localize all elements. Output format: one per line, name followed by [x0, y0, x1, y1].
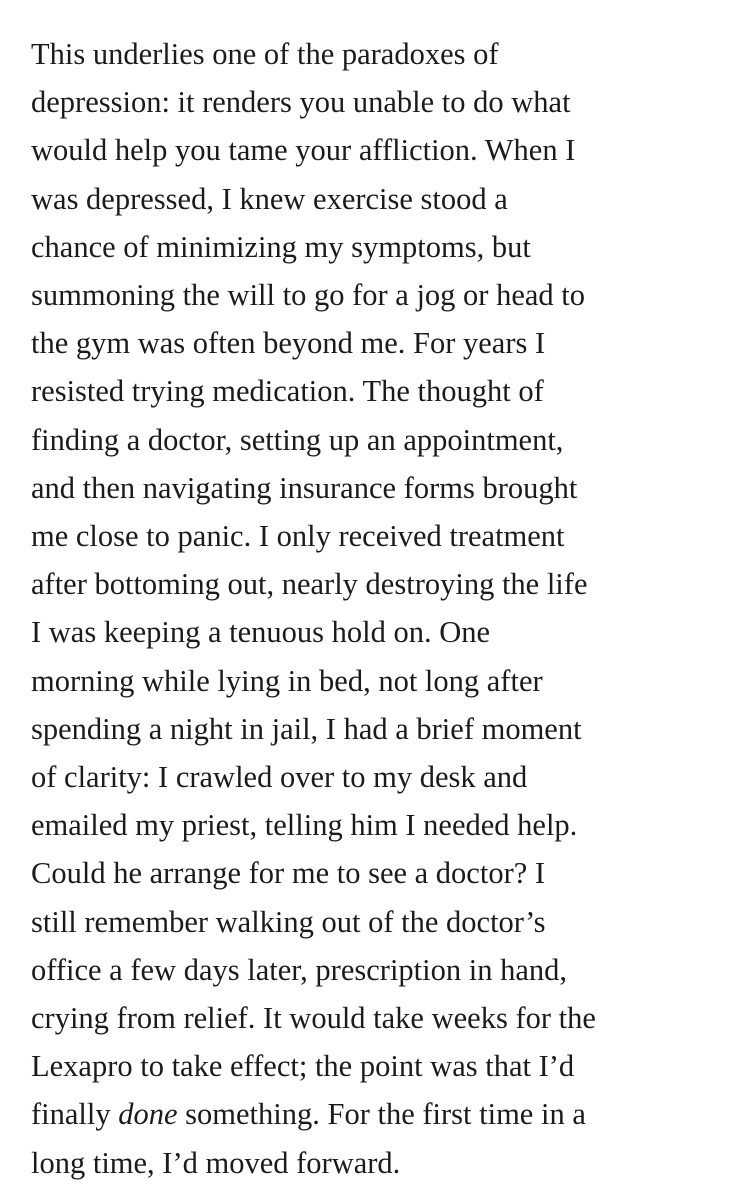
text-line: resisted trying medication. The thought of	[31, 374, 544, 409]
text-line: I was keeping a tenuous hold on. One	[31, 615, 491, 650]
text-line: and then navigating insurance forms brought	[31, 470, 578, 505]
text-line: chance of minimizing my symptoms, but	[31, 229, 531, 264]
text-line: summoning the will to go for a jog or head to	[31, 278, 586, 313]
text-segment: finally	[31, 1097, 119, 1132]
text-line: Lexapro to take effect; the point was that I’d	[31, 1049, 575, 1084]
text-line: emailed my priest, telling him I needed help.	[31, 808, 578, 843]
text-line: morning while lying in bed, not long after	[31, 663, 543, 698]
text-line: still remember walking out of the doctor’s	[31, 904, 546, 939]
text-line: finding a doctor, setting up an appointment,	[31, 422, 564, 457]
text-line: This underlies one of the paradoxes of	[31, 37, 499, 71]
text-line: me close to panic. I only received treatment	[31, 519, 565, 554]
text-segment: something. For the first time in a	[177, 1097, 586, 1132]
text-line-with-emphasis	[31, 1090, 731, 1138]
book-excerpt-paragraph	[31, 30, 731, 1187]
text-line: depression: it renders you unable to do what	[31, 85, 571, 120]
text-line: office a few days later, prescription in hand,	[31, 952, 567, 987]
text-line: long time, I’d moved forward.	[31, 1145, 401, 1180]
text-line: would help you tame your affliction. When I	[31, 133, 576, 168]
text-line: the gym was often beyond me. For years I	[31, 326, 546, 361]
text-line: was depressed, I knew exercise stood a	[31, 181, 508, 216]
text-line: Could he arrange for me to see a doctor? I	[31, 856, 546, 891]
text-line: spending a night in jail, I had a brief moment	[31, 711, 582, 746]
text-line: of clarity: I crawled over to my desk and	[31, 760, 528, 795]
text-line: crying from relief. It would take weeks for the	[31, 1001, 596, 1036]
italic-emphasis: done	[118, 1097, 178, 1132]
text-line: after bottoming out, nearly destroying the life	[31, 567, 588, 602]
